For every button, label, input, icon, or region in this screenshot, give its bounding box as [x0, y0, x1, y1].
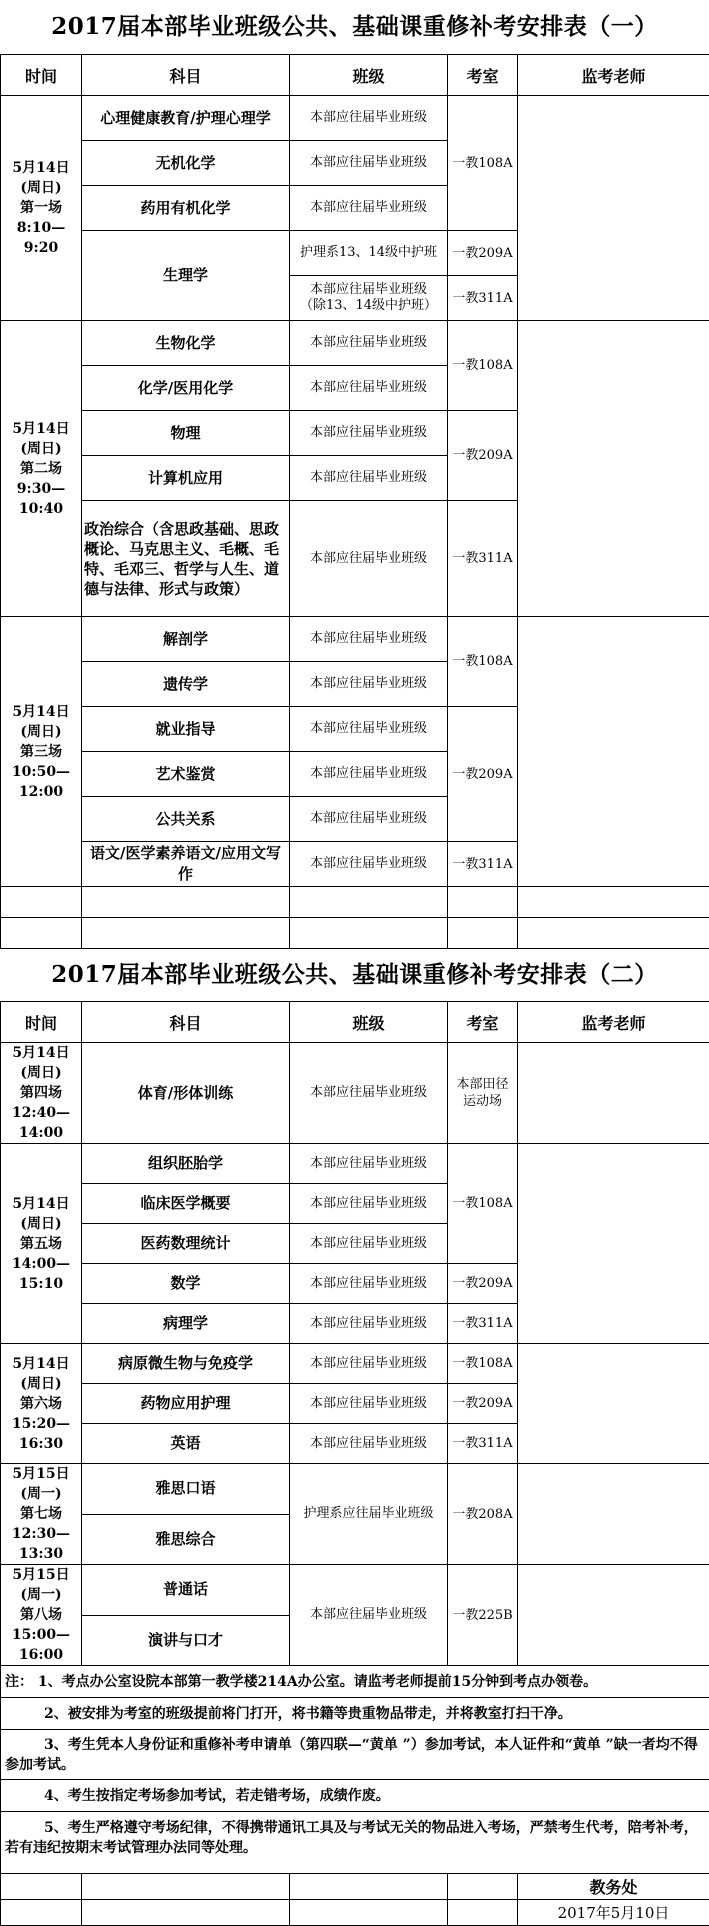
class-cell: 本部应往届毕业班级	[290, 707, 448, 752]
session-time: 5月15日 (周一) 第八场 15:00— 16:00	[1, 1565, 82, 1666]
table2-title: 2017届本部毕业班级公共、基础课重修补考安排表（二）	[0, 949, 709, 1001]
subject-cell: 组织胚胎学	[82, 1144, 290, 1184]
room-cell: 一教311A	[448, 1424, 518, 1464]
room-cell: 一教108A	[448, 1144, 518, 1264]
header-subject: 科目	[82, 1002, 290, 1043]
header-proctor: 监考老师	[518, 1002, 709, 1043]
class-cell: 本部应往届毕业班级	[290, 1304, 448, 1344]
note-5: 5、考生严格遵守考场纪律，不得携带通讯工具及与考试无关的物品进入考场，严禁考生代考，陪考补考，若有违纪按期末考试管理办法同等处理。	[1, 1812, 709, 1874]
class-cell: 本部应往届毕业班级	[290, 842, 448, 887]
subject-cell: 政治综合（含思政基础、思政概论、马克思主义、毛概、毛特、毛邓三、哲学与人生、道德与法律、形式与政策）	[82, 501, 290, 617]
subject-cell: 演讲与口才	[82, 1615, 290, 1666]
room-cell: 一教311A	[448, 276, 518, 321]
subject-cell: 无机化学	[82, 141, 290, 186]
schedule-table-1	[0, 54, 709, 949]
office-name: 教务处	[518, 1874, 709, 1900]
room-cell: 一教209A	[448, 231, 518, 276]
class-cell: 本部应往届毕业班级	[290, 797, 448, 842]
subject-cell: 药用有机化学	[82, 186, 290, 231]
room-cell: 一教209A	[448, 411, 518, 501]
class-cell: 护理系应往届毕业班级	[290, 1464, 448, 1565]
room-cell: 一教225B	[448, 1565, 518, 1666]
session-time: 5月14日 (周日) 第三场 10:50— 12:00	[1, 617, 82, 887]
header-room: 考室	[448, 1002, 518, 1043]
header-row	[1, 55, 709, 96]
subject-cell: 化学/医用化学	[82, 366, 290, 411]
subject-cell: 雅思综合	[82, 1514, 290, 1565]
note-4: 4、考生按指定考场参加考试，若走错考场，成绩作废。	[1, 1780, 709, 1812]
proctor-cell	[518, 96, 709, 321]
class-cell: 本部应往届毕业班级	[290, 1565, 448, 1666]
room-cell: 一教311A	[448, 501, 518, 617]
subject-cell: 艺术鉴赏	[82, 752, 290, 797]
header-row	[1, 1002, 709, 1043]
subject-cell: 临床医学概要	[82, 1184, 290, 1224]
class-cell: 本部应往届毕业班级	[290, 456, 448, 501]
room-cell: 一教108A	[448, 1344, 518, 1384]
subject-cell: 雅思口语	[82, 1464, 290, 1515]
room-cell: 一教208A	[448, 1464, 518, 1565]
subject-cell: 就业指导	[82, 707, 290, 752]
subject-cell: 语文/医学素养语文/应用文写作	[82, 842, 290, 887]
proctor-cell	[518, 1043, 709, 1144]
class-cell: 本部应往届毕业班级	[290, 1224, 448, 1264]
class-cell: 本部应往届毕业班级	[290, 366, 448, 411]
header-room: 考室	[448, 55, 518, 96]
room-cell: 一教209A	[448, 707, 518, 842]
class-cell: 本部应往届毕业班级	[290, 186, 448, 231]
session-time: 5月14日 (周日) 第四场 12:40— 14:00	[1, 1043, 82, 1144]
class-cell: 本部应往届毕业班级	[290, 752, 448, 797]
proctor-cell	[518, 1144, 709, 1344]
class-cell: 本部应往届毕业班级	[290, 662, 448, 707]
proctor-cell	[518, 1344, 709, 1464]
class-cell: 本部应往届毕业班级	[290, 1344, 448, 1384]
class-cell: 本部应往届毕业班级	[290, 501, 448, 617]
subject-cell: 体育/形体训练	[82, 1043, 290, 1144]
header-class: 班级	[290, 1002, 448, 1043]
class-cell: 本部应往届毕业班级	[290, 1424, 448, 1464]
subject-cell: 遗传学	[82, 662, 290, 707]
header-class: 班级	[290, 55, 448, 96]
header-proctor: 监考老师	[518, 55, 709, 96]
class-cell: 本部应往届毕业班级	[290, 1384, 448, 1424]
session-time: 5月15日 (周一) 第七场 12:30— 13:30	[1, 1464, 82, 1565]
blank-row	[1, 918, 709, 949]
class-cell: 本部应往届毕业班级	[290, 96, 448, 141]
room-cell: 本部田径 运动场	[448, 1043, 518, 1144]
class-cell: 本部应往届毕业班级 （除13、14级中护班）	[290, 276, 448, 321]
session-time: 5月14日 (周日) 第二场 9:30— 10:40	[1, 321, 82, 617]
session-time: 5月14日 (周日) 第六场 15:20— 16:30	[1, 1344, 82, 1464]
proctor-cell	[518, 1464, 709, 1565]
note-1: 注： 1、考点办公室设院本部第一教学楼214A办公室。请监考老师提前15分钟到考点办领卷。	[1, 1666, 709, 1698]
class-cell: 本部应往届毕业班级	[290, 1264, 448, 1304]
class-cell: 本部应往届毕业班级	[290, 617, 448, 662]
class-cell: 本部应往届毕业班级	[290, 1144, 448, 1184]
blank-row	[1, 887, 709, 918]
header-subject: 科目	[82, 55, 290, 96]
class-cell: 本部应往届毕业班级	[290, 1043, 448, 1144]
subject-cell: 医药数理统计	[82, 1224, 290, 1264]
session-time: 5月14日 (周日) 第五场 14:00— 15:10	[1, 1144, 82, 1344]
room-cell: 一教108A	[448, 617, 518, 707]
room-cell: 一教209A	[448, 1384, 518, 1424]
room-cell: 一教311A	[448, 842, 518, 887]
subject-cell: 解剖学	[82, 617, 290, 662]
subject-cell: 病原微生物与免疫学	[82, 1344, 290, 1384]
subject-cell: 心理健康教育/护理心理学	[82, 96, 290, 141]
room-cell: 一教311A	[448, 1304, 518, 1344]
subject-cell: 计算机应用	[82, 456, 290, 501]
subject-cell: 药物应用护理	[82, 1384, 290, 1424]
subject-cell: 物理	[82, 411, 290, 456]
subject-cell: 生理学	[82, 231, 290, 321]
subject-cell: 数学	[82, 1264, 290, 1304]
proctor-cell	[518, 617, 709, 887]
class-cell: 本部应往届毕业班级	[290, 321, 448, 366]
room-cell: 一教108A	[448, 96, 518, 231]
table1-title: 2017届本部毕业班级公共、基础课重修补考安排表（一）	[0, 0, 709, 54]
proctor-cell	[518, 1565, 709, 1666]
subject-cell: 病理学	[82, 1304, 290, 1344]
class-cell: 本部应往届毕业班级	[290, 1184, 448, 1224]
subject-cell: 生物化学	[82, 321, 290, 366]
header-time: 时间	[1, 1002, 82, 1043]
class-cell: 护理系13、14级中护班	[290, 231, 448, 276]
class-cell: 本部应往届毕业班级	[290, 141, 448, 186]
header-time: 时间	[1, 55, 82, 96]
sign-date: 2017年5月10日	[518, 1900, 709, 1926]
note-3: 3、考生凭本人身份证和重修补考申请单（第四联—“黄单 ”）参加考试，本人证件和“黄单 ”缺一者均不得参加考试。	[1, 1730, 709, 1780]
schedule-table-2	[0, 1001, 709, 1926]
subject-cell: 公共关系	[82, 797, 290, 842]
note-2: 2、被安排为考室的班级提前将门打开，将书籍等贵重物品带走，并将教室打扫干净。	[1, 1698, 709, 1730]
session-time: 5月14日 (周日) 第一场 8:10— 9:20	[1, 96, 82, 321]
class-cell: 本部应往届毕业班级	[290, 411, 448, 456]
room-cell: 一教209A	[448, 1264, 518, 1304]
subject-cell: 普通话	[82, 1565, 290, 1616]
room-cell: 一教108A	[448, 321, 518, 411]
proctor-cell	[518, 321, 709, 617]
subject-cell: 英语	[82, 1424, 290, 1464]
